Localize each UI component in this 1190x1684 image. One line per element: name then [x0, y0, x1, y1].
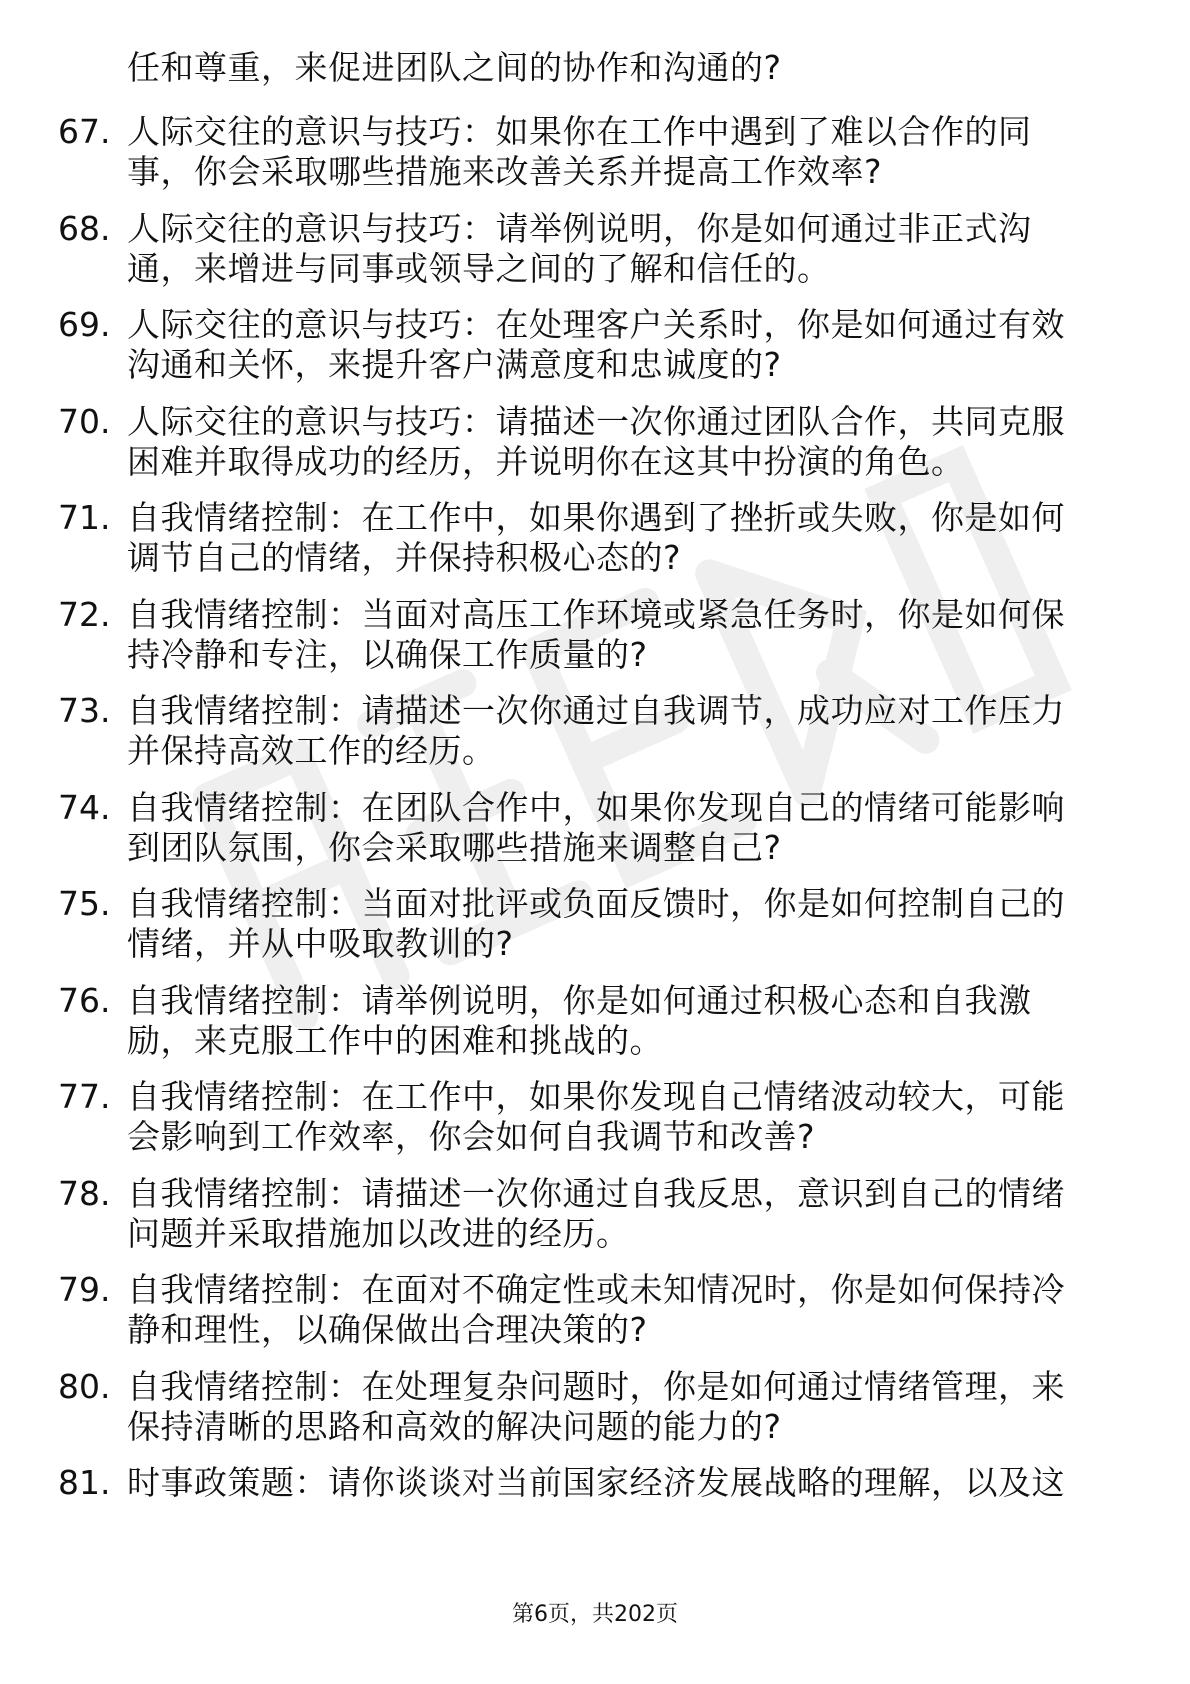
question-text-line-2: 持冷静和专注，以确保工作质量的?: [127, 634, 648, 674]
question-number: 71.: [58, 498, 111, 537]
question-text-line-2: 困难并取得成功的经历，并说明你在这其中扮演的角色。: [127, 441, 965, 481]
question-text-line-2: 问题并采取措施加以改进的经历。: [127, 1213, 630, 1253]
question-text-line-1: 自我情绪控制：当面对批评或负面反馈时，你是如何控制自己的: [127, 884, 1065, 923]
continuation-line: 任和尊重，来促进团队之间的协作和沟通的?: [127, 48, 782, 87]
question-number: 76.: [58, 980, 111, 1020]
question-text-line-2: 调节自己的情绪，并保持积极心态的?: [127, 538, 682, 577]
question-text-line-2: 励，来克服工作中的困难和挑战的。: [127, 1020, 663, 1060]
question-text-line-2: 静和理性，以确保做出合理决策的?: [127, 1310, 648, 1349]
question-text-line-2: 事，你会采取哪些措施来改善关系并提高工作效率?: [127, 152, 883, 191]
question-number: 69.: [58, 305, 111, 344]
question-text-line-1: 自我情绪控制：在面对不确定性或未知情况时，你是如何保持冷: [127, 1270, 1065, 1309]
question-text-line-2: 会影响到工作效率，你会如何自我调节和改善?: [127, 1117, 816, 1156]
question-text-line-1: 自我情绪控制：在工作中，如果你遇到了挫折或失败，你是如何: [127, 498, 1065, 537]
question-text-line-1: 自我情绪控制：在处理复杂问题时，你是如何通过情绪管理，来: [127, 1366, 1065, 1406]
question-number: 68.: [58, 208, 111, 248]
question-text-line-1: 自我情绪控制：当面对高压工作环境或紧急任务时，你是如何保: [127, 594, 1065, 634]
question-text-line-1: 人际交往的意识与技巧：请描述一次你通过团队合作，共同克服: [127, 401, 1065, 441]
question-text-line-2: 并保持高效工作的经历。: [127, 731, 496, 770]
question-number: 77.: [58, 1077, 111, 1116]
page-footer: 第6页，共202页: [512, 1602, 678, 1627]
question-text-line-2: 保持清晰的思路和高效的解决问题的能力的?: [127, 1406, 782, 1446]
question-text-line-1: 人际交往的意识与技巧：请举例说明，你是如何通过非正式沟: [127, 208, 1032, 248]
question-text-line-2: 通，来增进与同事或领导之间的了解和信任的。: [127, 248, 831, 288]
question-number: 81.: [58, 1463, 111, 1502]
question-text-line-1: 人际交往的意识与技巧：如果你在工作中遇到了难以合作的同: [127, 112, 1032, 151]
question-number: 75.: [58, 884, 111, 923]
question-text-line-1: 自我情绪控制：在团队合作中，如果你发现自己的情绪可能影响: [127, 787, 1065, 827]
question-number: 73.: [58, 691, 111, 730]
question-text-line-1: 自我情绪控制：请举例说明，你是如何通过积极心态和自我激: [127, 980, 1032, 1020]
question-text-line-2: 情绪，并从中吸取教训的?: [127, 924, 514, 963]
question-text-line-1: 自我情绪控制：在工作中，如果你发现自己情绪波动较大，可能: [127, 1077, 1065, 1116]
question-text-line-1: 自我情绪控制：请描述一次你通过自我调节，成功应对工作压力: [127, 691, 1065, 730]
question-text-line-1: 人际交往的意识与技巧：在处理客户关系时，你是如何通过有效: [127, 305, 1065, 344]
question-number: 78.: [58, 1173, 111, 1213]
question-number: 74.: [58, 787, 111, 827]
question-number: 80.: [58, 1366, 111, 1406]
question-number: 70.: [58, 401, 111, 441]
question-number: 67.: [58, 112, 111, 151]
question-number: 79.: [58, 1270, 111, 1309]
question-text-line-2: 沟通和关怀，来提升客户满意度和忠诚度的?: [127, 345, 782, 384]
question-text-line-2: 到团队氛围，你会采取哪些措施来调整自己?: [127, 827, 782, 867]
question-text-line-1: 时事政策题：请你谈谈对当前国家经济发展战略的理解，以及这: [127, 1463, 1065, 1502]
question-text-line-1: 自我情绪控制：请描述一次你通过自我反思，意识到自己的情绪: [127, 1173, 1065, 1213]
question-number: 72.: [58, 594, 111, 634]
